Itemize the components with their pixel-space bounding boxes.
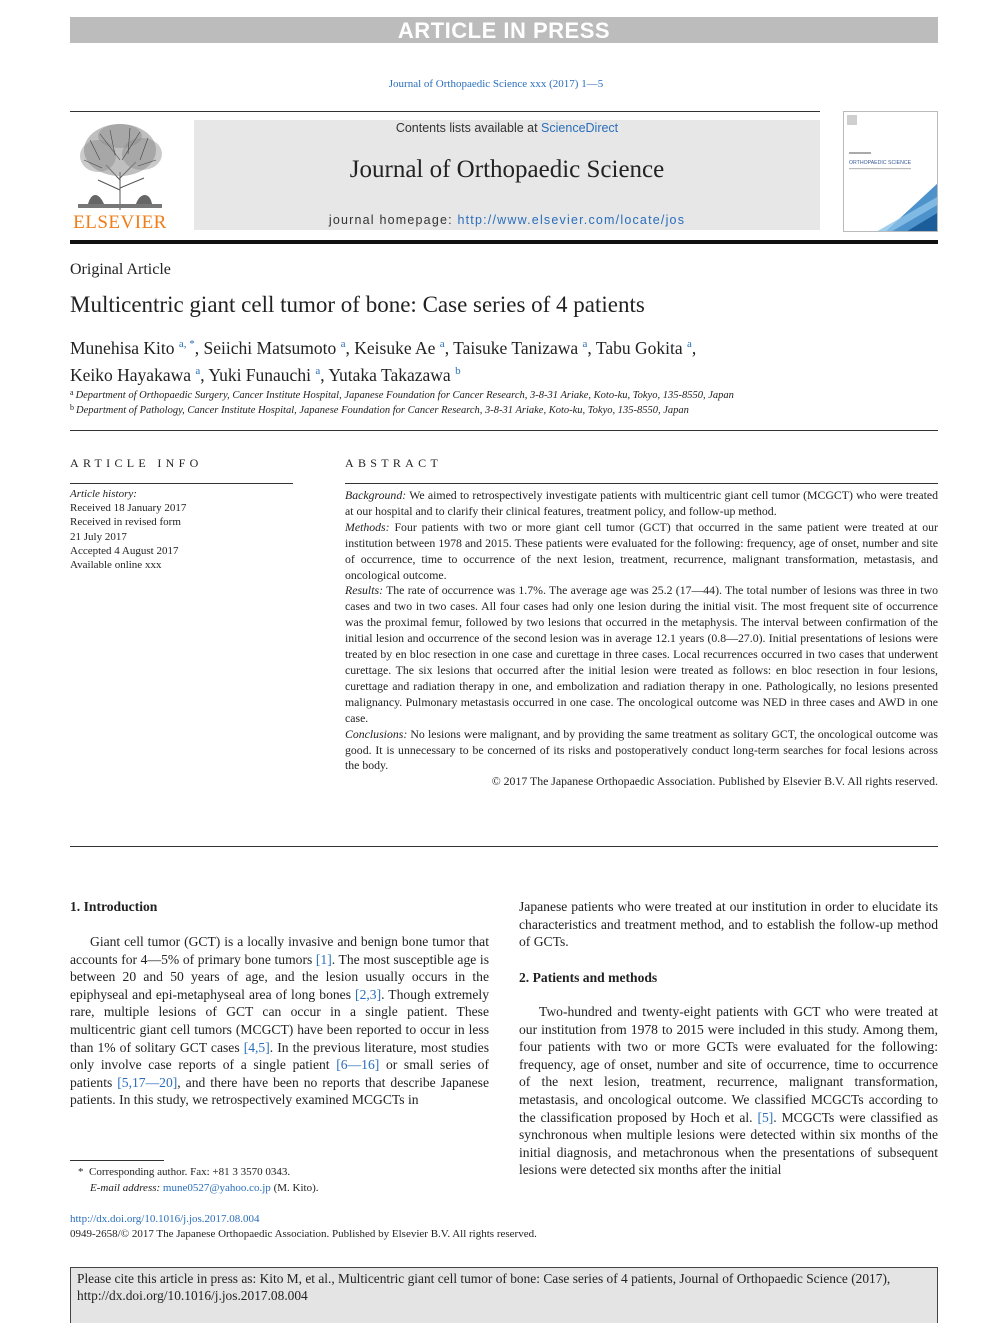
sciencedirect-link[interactable]: ScienceDirect	[541, 121, 619, 135]
introduction-heading: 1. Introduction	[70, 899, 158, 914]
article-info-heading: ARTICLE INFO	[70, 456, 203, 470]
author-separator: ,	[587, 338, 596, 358]
citation-link[interactable]: [5,17—20]	[117, 1074, 178, 1090]
article-history	[70, 487, 293, 572]
conclusions-label: Conclusions:	[345, 726, 408, 741]
introduction-paragraph-continued: Japanese patients who were treated at our institution in order to elucidate its characteristics and treatment method, and to establish the follow-up method of GCTs.	[519, 899, 938, 950]
footnote-star: *	[78, 1166, 84, 1178]
abstract-conclusions	[345, 727, 938, 775]
history-accepted: Accepted 4 August 2017	[70, 544, 179, 557]
author-list	[70, 333, 938, 387]
cover-title: ORTHOPAEDIC SCIENCE	[849, 160, 912, 166]
intro-text: Giant cell tumor (GCT) is a locally invasive and benign bone tumor that accounts for 4—5% of primary bone tumors	[70, 934, 489, 967]
journal-reference-link[interactable]: Journal of Orthopaedic Science xxx (2017) 1—5	[388, 78, 604, 90]
cite-notice-text: Please cite this article in press as: Kito M, et al., Multicentric giant cell tumor of bone: Case series of 4 patients, Journal of Orthopaedic Science (2017), http://dx.doi.org/10.1016/j.jos.2017.08.004	[77, 1271, 891, 1303]
author-separator: ,	[194, 338, 204, 358]
corresponding-author-text: Corresponding author. Fax: +81 3 3570 0343.	[89, 1166, 291, 1178]
citation-link[interactable]: [5]	[757, 1109, 774, 1125]
journal-cover-thumbnail[interactable]	[843, 111, 938, 232]
article-title: Multicentric giant cell tumor of bone: Case series of 4 patients	[70, 292, 645, 317]
author-affiliation-marker[interactable]: a	[340, 338, 346, 350]
author-affiliation-marker[interactable]: a	[439, 338, 445, 350]
author-separator: ,	[320, 365, 329, 385]
abstract-copyright: © 2017 The Japanese Orthopaedic Association. Published by Elsevier B.V. All rights reserved.	[491, 774, 938, 789]
results-text: The rate of occurrence was 1.7%. The average age was 25.2 (17—44). The total number of lesions was three in two cases and two in two cases. All four cases had only one lesion during the initial visit. The most frequent site of occurrence was the proximal femur, followed by two lesions that occurred in the metaphysis. The interval between confirmation of the initial lesion and occurrence of the second lesion was in average 12.1 years (0.8—27.0). Initial presentations of lesions were treated by en bloc resection in one case and curettage in three cases. Local recurrences occurred in two cases that underwent curettage. The six lesions that occurred after the initial lesion were treated as follows: en bloc resection in four lesions, curettage and radiation therapy in one, and embolization and radiation therapy in one. Pathologically, no lesions presented malignancy. Pulmonary metastasis occurred in one case. The oncological outcome was NED in three cases and AWD in one case.	[345, 583, 938, 725]
journal-title: Journal of Orthopaedic Science	[349, 156, 665, 183]
article-info-rule	[70, 483, 293, 484]
background-text: We aimed to retrospectively investigate patients with multicentric giant cell tumor (MCGCT) who were treated at our hospital and to clarify their clinical features, treatment policy, and follow-up method.	[345, 488, 938, 518]
email-note	[90, 1182, 318, 1194]
abstract-bottom-rule	[70, 846, 938, 847]
introduction-column-left	[70, 933, 489, 1109]
history-revised-label: Received in revised form	[70, 516, 181, 529]
affiliation-key: b	[70, 403, 74, 412]
history-online: Available online xxx	[70, 559, 162, 572]
email-owner: (M. Kito).	[273, 1182, 319, 1194]
author-separator: ,	[444, 338, 454, 358]
citation-link[interactable]: [2,3]	[355, 986, 382, 1002]
citation-link[interactable]: [4,5]	[243, 1039, 270, 1055]
email-link[interactable]: mune0527@yahoo.co.jp	[162, 1182, 271, 1194]
history-revised-date: 21 July 2017	[70, 530, 127, 543]
author-affiliation-marker[interactable]: b	[455, 365, 461, 377]
affiliation-text: Department of Pathology, Cancer Institute Hospital, Japanese Foundation for Cancer Research, 3-8-31 Ariake, Koto-ku, Tokyo, 135-8550, Japan	[76, 405, 689, 416]
elsevier-tree-logo	[70, 120, 170, 212]
author-name[interactable]: Keisuke Ae	[354, 338, 436, 358]
contents-available	[194, 121, 820, 135]
journal-cover-graphic	[844, 112, 938, 232]
affiliation-key: a	[70, 388, 74, 397]
history-received: Received 18 January 2017	[70, 502, 187, 515]
results-label: Results:	[345, 583, 384, 598]
conclusions-text: No lesions were malignant, and by providing the same treatment as solitary GCT, the oncological outcome was good. It is unnecessary to be concerned of its risks and postoperatively conduct long-term searches for focal lesions across the body.	[345, 726, 938, 773]
email-label: E-mail address:	[90, 1182, 161, 1194]
footnote-rule	[70, 1160, 164, 1161]
author-affiliation-marker[interactable]: a	[315, 365, 321, 377]
affiliation-b	[70, 403, 938, 416]
author-separator: ,	[345, 338, 355, 358]
title-block-rule	[70, 430, 938, 431]
author-name[interactable]: Tabu Gokita	[595, 338, 683, 358]
methods-label: Methods:	[345, 519, 390, 534]
intro-text: . The most susceptible age is between 20 and 50 years of age, and the lesion usually occurs in the epiphyseal and epi-metaphyseal area of long bones	[70, 951, 489, 1002]
methods-paragraph	[519, 1003, 938, 1179]
article-type: Original Article	[70, 261, 171, 278]
homepage-prefix: journal homepage:	[328, 213, 458, 227]
author-name[interactable]: Keiko Hayakawa	[70, 365, 191, 385]
author-name[interactable]: Seiichi Matsumoto	[203, 338, 337, 358]
citation-link[interactable]: [6—16]	[336, 1057, 380, 1073]
author-affiliation-marker[interactable]: a	[686, 338, 692, 350]
journal-homepage	[194, 213, 820, 227]
history-label: Article history:	[70, 488, 137, 500]
methods-body-text: . MCGCTs were classified as synchronous when multiple lesions were detected within six months of the initial diagnosis, and metachronous when the presentations of subsequent lesions were detected six months after the initial	[519, 1109, 938, 1178]
abstract-background	[345, 488, 938, 520]
abstract-heading: ABSTRACT	[345, 456, 443, 470]
introduction-paragraph	[70, 933, 489, 1109]
intro-text: or small series of patients	[70, 1057, 489, 1090]
contents-prefix: Contents lists available at	[395, 121, 542, 135]
header-bottom-rule	[70, 240, 938, 244]
header-top-rule	[70, 111, 820, 112]
citation-link[interactable]: [1]	[315, 951, 332, 967]
abstract-rule	[345, 483, 938, 484]
methods-column	[519, 1003, 938, 1179]
author-affiliation-marker[interactable]: a	[195, 365, 201, 377]
affiliation-text: Department of Orthopaedic Surgery, Cancer Institute Hospital, Japanese Foundation for Cancer Research, 3-8-31 Ariake, Koto-ku, Tokyo, 135-8550, Japan	[75, 390, 734, 401]
abstract-methods	[345, 520, 938, 584]
doi-link[interactable]: http://dx.doi.org/10.1016/j.jos.2017.08.004	[70, 1213, 260, 1225]
cite-notice-box	[70, 1267, 938, 1323]
methods-text: Four patients with two or more giant cell tumor (GCT) that occurred in the same patient were treated at our institution between 1978 and 2015. These patients were evaluated for the following: frequency, age of onset, number and site of occurrence, time to occurrence of the next lesion, treatment, recurrence, malignant transformation, metastasis, and oncological outcome.	[345, 519, 938, 582]
author-affiliation-marker[interactable]: a, *	[178, 338, 195, 350]
corresponding-author-note	[78, 1166, 290, 1178]
intro-text: . Though extremely rare, multiple lesions of GCT can occur in a single patient. These multicentric giant cell tumors (MCGCT) have been reported to occur in less than 1% of solitary GCT cases	[70, 986, 489, 1055]
author-name[interactable]: Taisuke Tanizawa	[453, 338, 579, 358]
author-name[interactable]: Yuki Funauchi	[208, 365, 311, 385]
intro-text: , and there have been no reports that describe Japanese patients. In this study, we retrospectively examined MCGCTs in	[70, 1074, 489, 1108]
methods-body-text: Two-hundred and twenty-eight patients with GCT who were treated at our institution from 1978 to 2015 were included in this study. Among them, four patients with two or more GCTs were evaluated for the following: frequency, age of onset, number and site of occurrence, time to occurrence of the next lesion, treatment, recurrence, malignant transformation, metastasis, and oncological outcome. We classified MCGCTs according to the classification proposed by Hoch et al.	[519, 1004, 938, 1125]
author-name[interactable]: Yutaka Takazawa	[328, 365, 451, 385]
homepage-url-link[interactable]: http://www.elsevier.com/locate/jos	[457, 213, 686, 227]
background-label: Background:	[345, 488, 407, 502]
introduction-column-right	[519, 898, 938, 951]
author-separator: ,	[691, 338, 697, 358]
issn-copyright: 0949-2658/© 2017 The Japanese Orthopaedic Association. Published by Elsevier B.V. All rights reserved.	[70, 1228, 537, 1240]
author-affiliation-marker[interactable]: a	[582, 338, 588, 350]
methods-heading: 2. Patients and methods	[519, 970, 658, 985]
author-name[interactable]: Munehisa Kito	[70, 338, 175, 358]
author-separator: ,	[200, 365, 209, 385]
abstract-results	[345, 583, 938, 726]
intro-text: . In the previous literature, most studies only involve case reports of a single patient	[70, 1039, 489, 1073]
article-in-press-banner: ARTICLE IN PRESS	[70, 17, 938, 43]
elsevier-wordmark: ELSEVIER	[73, 212, 167, 233]
abstract-body	[345, 488, 938, 790]
affiliation-a	[70, 388, 938, 401]
